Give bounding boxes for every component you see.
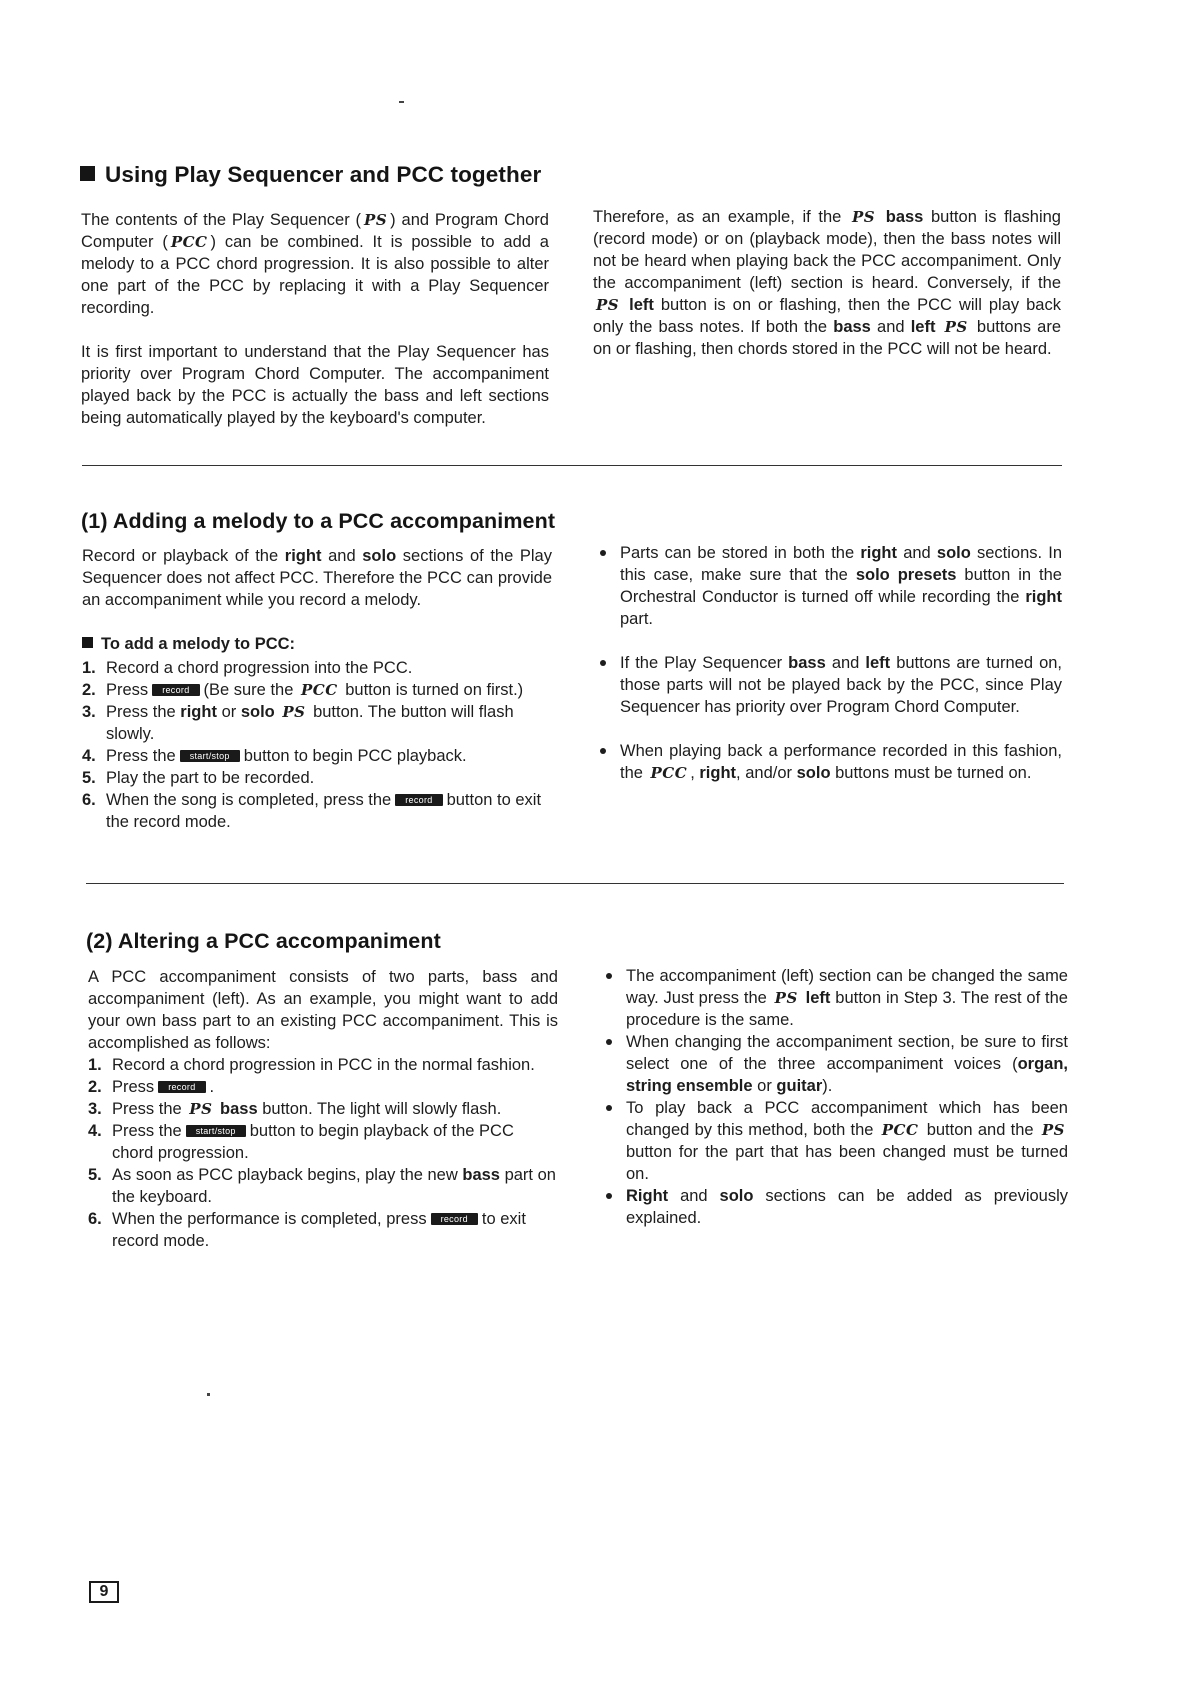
record-key-icon: record xyxy=(152,684,199,696)
step-5: 5. As soon as PCC playback begins, play the new bass part on the keyboard. xyxy=(88,1166,556,1206)
step-1: 1. Record a chord progression into the PCC. xyxy=(82,659,413,677)
section1-note-3: When playing back a performance recorded in this fashion, the PCC , right, and/or solo buttons must be turned on. xyxy=(596,740,1062,784)
record-key-icon: record xyxy=(158,1081,205,1093)
section2-notes xyxy=(602,965,1068,1229)
divider-1 xyxy=(82,465,1062,466)
section1-title: (1) Adding a melody to a PCC accompaniment xyxy=(81,509,556,533)
step-4: 4. Press the start/stop button to begin PCC playback. xyxy=(82,747,467,765)
step-2: 2. Press record (Be sure the PCC button is turned on first.) xyxy=(82,681,524,699)
ps-logo-icon: PS xyxy=(282,703,306,721)
main-title-text: Using Play Sequencer and PCC together xyxy=(105,162,542,187)
record-key-icon: record xyxy=(431,1213,478,1225)
section1-note-1: Parts can be stored in both the right and solo sections. In this case, make sure that the solo presets button in the Orchestral Conductor is turned off while recording the right part. xyxy=(596,542,1062,630)
pcc-logo-icon: PCC xyxy=(881,1121,919,1139)
record-key-icon: record xyxy=(395,794,442,806)
section2-title: (2) Altering a PCC accompaniment xyxy=(86,929,441,953)
section1-intro: Record or playback of the right and solo sections of the Play Sequencer does not affect PCC. Therefore the PCC can provide an accompaniment while you record a melody. xyxy=(82,547,552,609)
intro-paragraph-1: The contents of the Play Sequencer ( PS ) and Program Chord Computer ( PCC ) can be combined. It is possible to add a melody to a PCC chord progression. It is also possible to alter one part of the PCC by replacing it with a Play Sequencer recording. xyxy=(81,211,549,317)
ps-logo-icon: PS xyxy=(596,296,620,314)
section1-note-2: If the Play Sequencer bass and left buttons are turned on, those parts will not be played back by the PCC, since Play Sequencer has priority over Program Chord Computer. xyxy=(596,652,1062,718)
section1-steps xyxy=(82,657,552,833)
intro-left-column xyxy=(81,209,549,451)
section2-right-column xyxy=(602,965,1068,1229)
square-bullet-icon xyxy=(80,166,95,181)
section2-note-2: When changing the accompaniment section, be sure to first select one of the three accompaniment voices (organ, string ensemble or guitar). xyxy=(602,1031,1068,1097)
intro-right-column xyxy=(593,206,1061,382)
square-bullet-icon xyxy=(82,637,93,648)
step-5: 5. Play the part to be recorded. xyxy=(82,769,315,787)
start-stop-key-icon: start/stop xyxy=(180,750,240,762)
step-3: 3. Press the right or solo PS button. The button will flash slowly. xyxy=(82,703,514,743)
ps-logo-icon: PS xyxy=(944,318,968,336)
section2-note-4: Right and solo sections can be added as previously explained. xyxy=(602,1185,1068,1229)
pcc-logo-icon: PCC xyxy=(300,681,338,699)
ps-logo-icon: PS xyxy=(364,211,388,229)
section1-notes xyxy=(596,542,1062,784)
pcc-logo-icon: PCC xyxy=(170,233,208,251)
section2-note-3: To play back a PCC accompaniment which has been changed by this method, both the PCC button and the PS button for the part that has been changed must be turned on. xyxy=(602,1097,1068,1185)
intro-paragraph-3: Therefore, as an example, if the PS bass button is flashing (record mode) or on (playback mode), then the bass notes will not be heard when playing back the PCC accompaniment. Only the accompaniment (left) section is heard. Conversely, if the PS left button is on or flashing, then the PCC will play back only the bass notes. If both the bass and left PS buttons are on or flashing, then chords stored in the PCC will not be heard. xyxy=(593,208,1062,358)
section2-intro: A PCC accompaniment consists of two parts, bass and accompaniment (left). As an example, you might want to add your own bass part to an existing PCC accompaniment. This is accomplished as follows: xyxy=(88,968,558,1052)
step-6: 6. When the performance is completed, press record to exit record mode. xyxy=(88,1210,526,1250)
section1-left-column xyxy=(82,545,552,833)
ps-logo-icon: PS xyxy=(1041,1121,1065,1139)
section1-subheading: To add a melody to PCC: xyxy=(82,633,552,655)
step-1: 1. Record a chord progression in PCC in the normal fashion. xyxy=(88,1056,535,1074)
step-6: 6. When the song is completed, press the record button to exit the record mode. xyxy=(82,791,542,831)
ps-logo-icon: PS xyxy=(851,208,876,226)
step-3: 3. Press the PS bass button. The light will slowly flash. xyxy=(88,1100,502,1118)
section2-steps xyxy=(88,1054,558,1252)
section1-right-column xyxy=(596,542,1062,806)
divider-2 xyxy=(86,883,1064,884)
section2-note-1: The accompaniment (left) section can be changed the same way. Just press the PS left button in Step 3. The rest of the procedure is the same. xyxy=(602,965,1068,1031)
step-2: 2. Press record . xyxy=(88,1078,215,1096)
main-title xyxy=(80,162,541,188)
ps-logo-icon: PS xyxy=(189,1100,213,1118)
scan-speck xyxy=(207,1393,210,1396)
intro-paragraph-2: It is first important to understand that the Play Sequencer has priority over Program Chord Computer. The accompaniment played back by the PCC is actually the bass and left sections being automatically played by the keyboard's computer. xyxy=(81,343,549,427)
step-4: 4. Press the start/stop button to begin playback of the PCC chord progression. xyxy=(88,1122,514,1162)
ps-logo-icon: PS xyxy=(774,989,798,1007)
section2-left-column xyxy=(88,966,558,1252)
start-stop-key-icon: start/stop xyxy=(186,1125,246,1137)
scan-speck xyxy=(399,101,404,103)
pcc-logo-icon: PCC xyxy=(650,764,688,782)
page-number: 9 xyxy=(89,1581,119,1603)
